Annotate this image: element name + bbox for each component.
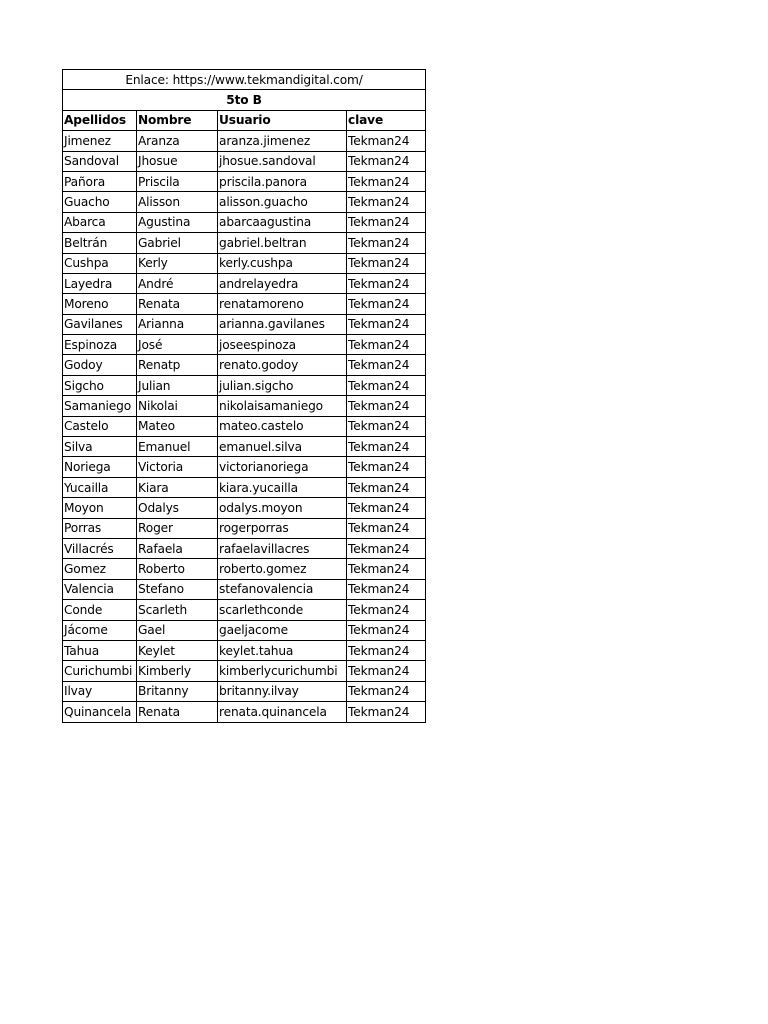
cell-usuario: julian.sigcho (218, 375, 347, 395)
cell-usuario: alisson.guacho (218, 192, 347, 212)
table-row (63, 253, 426, 273)
cell-apellidos: Beltrán (63, 233, 137, 253)
cell-apellidos: Noriega (63, 457, 137, 477)
cell-nombre: Arianna (137, 314, 218, 334)
cell-clave: Tekman24 (347, 437, 426, 457)
table-row (63, 171, 426, 191)
cell-clave: Tekman24 (347, 702, 426, 722)
cell-usuario: jhosue.sandoval (218, 151, 347, 171)
cell-clave: Tekman24 (347, 294, 426, 314)
table-row (63, 498, 426, 518)
cell-nombre: Aranza (137, 131, 218, 151)
cell-apellidos: Villacrés (63, 538, 137, 558)
cell-usuario: emanuel.silva (218, 437, 347, 457)
cell-clave: Tekman24 (347, 212, 426, 232)
cell-apellidos: Guacho (63, 192, 137, 212)
cell-apellidos: Tahua (63, 640, 137, 660)
cell-apellidos: Godoy (63, 355, 137, 375)
header-apellidos: Apellidos (63, 110, 137, 130)
cell-nombre: Gael (137, 620, 218, 640)
cell-clave: Tekman24 (347, 151, 426, 171)
cell-clave: Tekman24 (347, 171, 426, 191)
cell-clave: Tekman24 (347, 253, 426, 273)
cell-apellidos: Porras (63, 518, 137, 538)
cell-nombre: André (137, 273, 218, 293)
table-body (63, 70, 426, 723)
cell-usuario: andrelayedra (218, 273, 347, 293)
cell-apellidos: Moyon (63, 498, 137, 518)
cell-apellidos: Gavilanes (63, 314, 137, 334)
cell-apellidos: Jimenez (63, 131, 137, 151)
cell-apellidos: Pañora (63, 171, 137, 191)
cell-usuario: arianna.gavilanes (218, 314, 347, 334)
cell-usuario: stefanovalencia (218, 579, 347, 599)
table-row (63, 355, 426, 375)
cell-apellidos: Gomez (63, 559, 137, 579)
table-row (63, 273, 426, 293)
student-credentials-sheet (62, 69, 425, 723)
table-row (63, 212, 426, 232)
table-row (63, 600, 426, 620)
cell-apellidos: Conde (63, 600, 137, 620)
cell-apellidos: Cushpa (63, 253, 137, 273)
cell-nombre: Kiara (137, 477, 218, 497)
table-row (63, 579, 426, 599)
table-row (63, 518, 426, 538)
cell-nombre: Priscila (137, 171, 218, 191)
cell-usuario: gabriel.beltran (218, 233, 347, 253)
cell-clave: Tekman24 (347, 416, 426, 436)
cell-usuario: priscila.panora (218, 171, 347, 191)
cell-nombre: Agustina (137, 212, 218, 232)
cell-nombre: Rafaela (137, 538, 218, 558)
cell-apellidos: Layedra (63, 273, 137, 293)
cell-apellidos: Jácome (63, 620, 137, 640)
group-row (63, 90, 426, 110)
cell-nombre: Jhosue (137, 151, 218, 171)
cell-clave: Tekman24 (347, 233, 426, 253)
cell-usuario: victorianoriega (218, 457, 347, 477)
cell-apellidos: Ilvay (63, 681, 137, 701)
table-row (63, 375, 426, 395)
cell-nombre: Kerly (137, 253, 218, 273)
cell-nombre: Renatp (137, 355, 218, 375)
cell-clave: Tekman24 (347, 518, 426, 538)
cell-usuario: mateo.castelo (218, 416, 347, 436)
cell-usuario: kiara.yucailla (218, 477, 347, 497)
table-row (63, 661, 426, 681)
cell-usuario: odalys.moyon (218, 498, 347, 518)
cell-nombre: Emanuel (137, 437, 218, 457)
cell-clave: Tekman24 (347, 477, 426, 497)
cell-nombre: Keylet (137, 640, 218, 660)
table-row (63, 437, 426, 457)
link-row (63, 70, 426, 90)
cell-apellidos: Yucailla (63, 477, 137, 497)
cell-clave: Tekman24 (347, 498, 426, 518)
cell-usuario: roberto.gomez (218, 559, 347, 579)
cell-nombre: Nikolai (137, 396, 218, 416)
cell-usuario: abarcaagustina (218, 212, 347, 232)
cell-usuario: scarlethconde (218, 600, 347, 620)
cell-usuario: aranza.jimenez (218, 131, 347, 151)
table-row (63, 396, 426, 416)
cell-clave: Tekman24 (347, 457, 426, 477)
cell-nombre: Mateo (137, 416, 218, 436)
cell-usuario: joseespinoza (218, 335, 347, 355)
cell-apellidos: Quinancela (63, 702, 137, 722)
cell-apellidos: Castelo (63, 416, 137, 436)
cell-usuario: renato.godoy (218, 355, 347, 375)
cell-nombre: José (137, 335, 218, 355)
cell-clave: Tekman24 (347, 314, 426, 334)
cell-nombre: Victoria (137, 457, 218, 477)
table-row (63, 640, 426, 660)
cell-clave: Tekman24 (347, 355, 426, 375)
cell-clave: Tekman24 (347, 396, 426, 416)
table-row (63, 457, 426, 477)
cell-clave: Tekman24 (347, 620, 426, 640)
cell-usuario: rogerporras (218, 518, 347, 538)
group-cell: 5to B (63, 90, 426, 110)
cell-usuario: renatamoreno (218, 294, 347, 314)
cell-apellidos: Abarca (63, 212, 137, 232)
cell-apellidos: Moreno (63, 294, 137, 314)
table-row (63, 335, 426, 355)
cell-apellidos: Silva (63, 437, 137, 457)
cell-clave: Tekman24 (347, 192, 426, 212)
header-clave: clave (347, 110, 426, 130)
cell-nombre: Renata (137, 294, 218, 314)
cell-usuario: rafaelavillacres (218, 538, 347, 558)
cell-clave: Tekman24 (347, 600, 426, 620)
table-row (63, 233, 426, 253)
cell-nombre: Gabriel (137, 233, 218, 253)
cell-apellidos: Curichumbi (63, 661, 137, 681)
cell-clave: Tekman24 (347, 273, 426, 293)
table-row (63, 314, 426, 334)
cell-usuario: kerly.cushpa (218, 253, 347, 273)
table-row (63, 416, 426, 436)
cell-nombre: Julian (137, 375, 218, 395)
cell-apellidos: Espinoza (63, 335, 137, 355)
table-row (63, 620, 426, 640)
cell-usuario: keylet.tahua (218, 640, 347, 660)
table-row (63, 559, 426, 579)
header-row (63, 110, 426, 130)
cell-nombre: Roberto (137, 559, 218, 579)
cell-apellidos: Valencia (63, 579, 137, 599)
cell-nombre: Britanny (137, 681, 218, 701)
cell-clave: Tekman24 (347, 559, 426, 579)
cell-usuario: kimberlycurichumbi (218, 661, 347, 681)
link-cell: Enlace: https://www.tekmandigital.com/ (63, 70, 426, 90)
cell-apellidos: Sigcho (63, 375, 137, 395)
header-nombre: Nombre (137, 110, 218, 130)
cell-usuario: nikolaisamaniego (218, 396, 347, 416)
cell-nombre: Odalys (137, 498, 218, 518)
cell-usuario: britanny.ilvay (218, 681, 347, 701)
cell-nombre: Roger (137, 518, 218, 538)
table-row (63, 477, 426, 497)
table-row (63, 538, 426, 558)
cell-nombre: Renata (137, 702, 218, 722)
cell-nombre: Stefano (137, 579, 218, 599)
table-row (63, 192, 426, 212)
cell-clave: Tekman24 (347, 375, 426, 395)
cell-nombre: Kimberly (137, 661, 218, 681)
cell-apellidos: Sandoval (63, 151, 137, 171)
header-usuario: Usuario (218, 110, 347, 130)
table-row (63, 702, 426, 722)
cell-clave: Tekman24 (347, 640, 426, 660)
cell-clave: Tekman24 (347, 131, 426, 151)
cell-clave: Tekman24 (347, 579, 426, 599)
cell-clave: Tekman24 (347, 661, 426, 681)
table-row (63, 151, 426, 171)
cell-usuario: gaeljacome (218, 620, 347, 640)
cell-usuario: renata.quinancela (218, 702, 347, 722)
cell-clave: Tekman24 (347, 335, 426, 355)
table-row (63, 681, 426, 701)
credentials-table (62, 69, 426, 723)
cell-clave: Tekman24 (347, 538, 426, 558)
cell-clave: Tekman24 (347, 681, 426, 701)
table-row (63, 131, 426, 151)
cell-nombre: Alisson (137, 192, 218, 212)
cell-apellidos: Samaniego (63, 396, 137, 416)
table-row (63, 294, 426, 314)
cell-nombre: Scarleth (137, 600, 218, 620)
